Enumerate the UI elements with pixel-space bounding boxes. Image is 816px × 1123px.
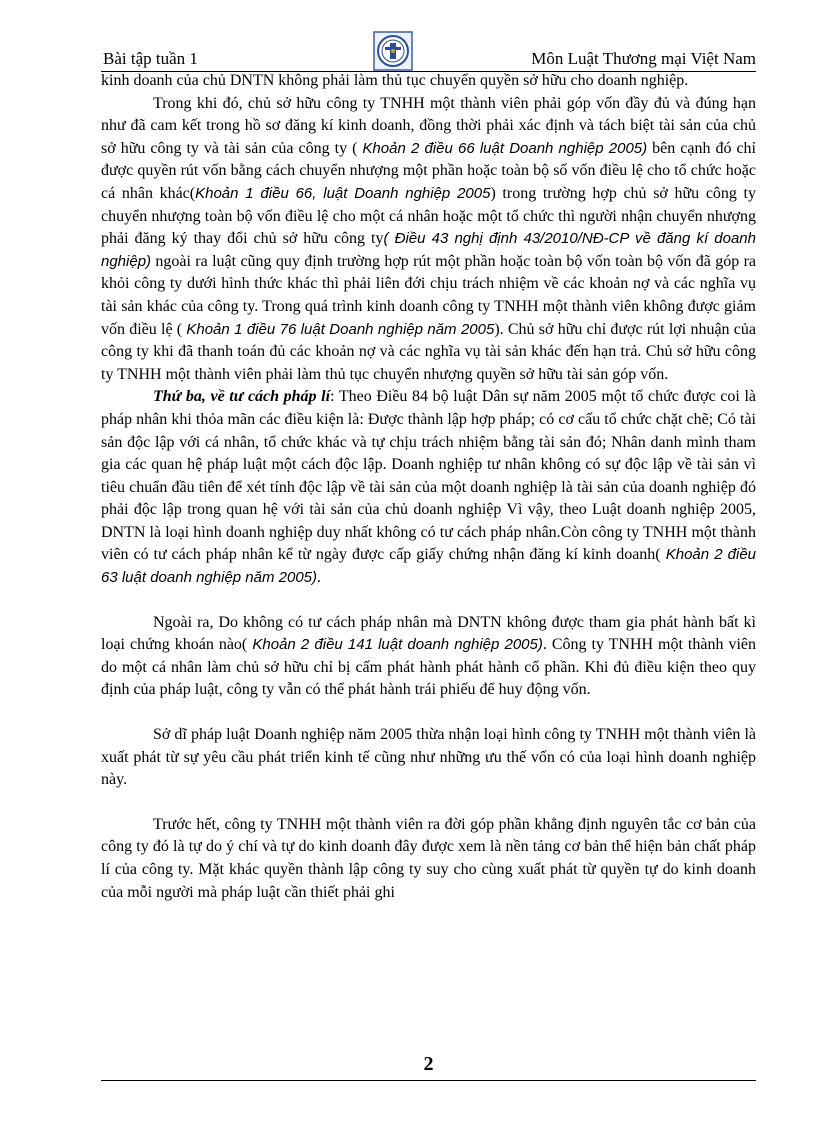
text-run: ) trong trường hợp chủ sở hữu công ty chuyển nhượng toàn bộ vốn điều lệ cho một cá nhân hoặc một tổ chức thì người nhận chuyển nhượng phải đăng ký thay đổi chủ sở hữu công ty [101,184,756,248]
paragraph-capital-contribution [101,93,756,387]
page-header [101,47,756,71]
text-run: Trong khi đó, chủ sở hữu công ty TNHH một thành viên phải góp vốn đầy đủ và đúng hạn như đã cam kết trong hồ sơ đăng kí kinh doanh, đồng thời phải xác định và tách biệt tài sản của chủ sở hữu công ty và tài sản của công ty ( [101,94,756,157]
legal-reference: Khoản 2 điều 141 luật doanh nghiệp 2005) [247,636,543,654]
legal-reference: Khoản 2 điều 66 luật Doanh nghiệp 2005) [362,139,648,157]
page-number: 2 [423,1053,434,1075]
section-lead: Thứ ba, về tư cách pháp lí [153,388,331,406]
text-run: bên cạnh đó chỉ được quyền rút vốn bằng cách chuyển nhượng một phần hoặc toàn bộ số vốn điều lệ cho tổ chức hoặc cá nhân khác( [101,139,756,202]
text-run: ngoài ra luật cũng quy định trường hợp rút một phần hoặc toàn bộ vốn toàn bộ vốn đã góp ra khỏi công ty dưới hình thức khác thì phải liên đới chịu trách nhiệm về các khoản nợ và các nghĩa vụ tài sản khác của công ty. Trong quá trình kinh doanh công ty TNHH một thành viên không được giảm vốn điều lệ ( [101,252,756,338]
paragraph-securities [101,612,756,702]
header-subject: Môn Luật Thương mại Việt Nam [531,49,756,68]
header-course-week: Bài tập tuần 1 [103,49,198,68]
paragraph-continuation: kinh doanh của chủ DNTN không phải làm thủ tục chuyển quyền sở hữu cho doanh nghiệp. [101,72,689,89]
legal-reference: Khoản 2 điều 63 luật doanh nghiệp năm 2005) [101,546,757,587]
paragraph-freedom-of-business: Trước hết, công ty TNHH một thành viên ra đời góp phần khẳng định nguyên tắc cơ bản của công ty đó là tự do ý chí và tự do kinh doanh đây được xem là nền tảng cơ bản thể hiện bản chất pháp lí của công ty. Mặt khác quyền thành lập công ty suy cho cùng xuất phát từ quyền tự do kinh doanh của mỗi người mà pháp luật cần thiết phải ghi [101,815,756,901]
document-body [101,70,756,904]
university-seal-logo [373,31,413,71]
text-run: . Công ty TNHH một thành viên do một cá nhân làm chủ sở hữu chỉ bị cấm phát hành phát hành cổ phần. Khi đủ điều kiện theo quy định của pháp luật, công ty vẫn có thể phát hành trái phiếu để huy động vốn. [101,636,757,699]
text-run: Ngoài ra, Do không có tư cách pháp nhân mà DNTN không được tham gia phát hành bất kì loại chứng khoán nào( [101,613,756,654]
footer-rule [101,1080,756,1081]
text-run: . [317,569,322,587]
text-run: ). Chủ sở hữu chỉ được rút lợi nhuận của công ty khi đã thanh toán đủ các khoản nợ và các nghĩa vụ tài sản khác đến hạn trả. Chủ sở hữu công ty TNHH một thành viên phải làm thủ tục chuyển nhượng quyền sở hữu tài sản góp vốn. [101,320,756,383]
legal-reference: ( Điều 43 nghị định 43/2010/NĐ-CP về đăng kí doanh nghiệp) [101,230,756,270]
legal-reference: Khoản 1 điều 76 luật Doanh nghiệp năm 2005 [186,320,495,338]
paragraph-recognition: Sở dĩ pháp luật Doanh nghiệp năm 2005 thừa nhận loại hình công ty TNHH một thành viên là xuất phát từ sự yêu cầu phát triển kinh tế cũng như những ưu thế vốn có của loại hình doanh nghiệp này. [101,726,756,789]
text-run: : Theo Điều 84 bộ luật Dân sự năm 2005 một tổ chức được coi là pháp nhân khi thỏa mãn các điều kiện là: Được thành lập hợp pháp; có cơ cấu tổ chức chặt chẽ; Có tài sản độc lập với cá nhân, tổ chức khác và tự chịu trách nhiệm bằng tài sản đó; Nhân danh mình tham gia các quan hệ pháp luật một cách độc lập. Doanh nghiệp tư nhân không có sự độc lập về tài sản vì tiêu chuẩn đầu tiên để xét tính độc lập về tài sản của một doanh nghiệp là tài sản của doanh nghiệp đó phải độc lập trong quan hệ với tài sản của chủ doanh nghiệp Vì vậy, theo Luật doanh nghiệp 2005, DNTN là loại hình doanh nghiệp duy nhất không có tư cách pháp nhân.Còn công ty TNHH một thành viên có tư cách pháp nhân kể từ ngày được cấp giấy chứng nhận đăng kí kinh doanh( [101,388,757,564]
legal-reference: Khoản 1 điều 66, luật Doanh nghiệp 2005 [195,184,491,202]
paragraph-legal-status [101,386,756,589]
